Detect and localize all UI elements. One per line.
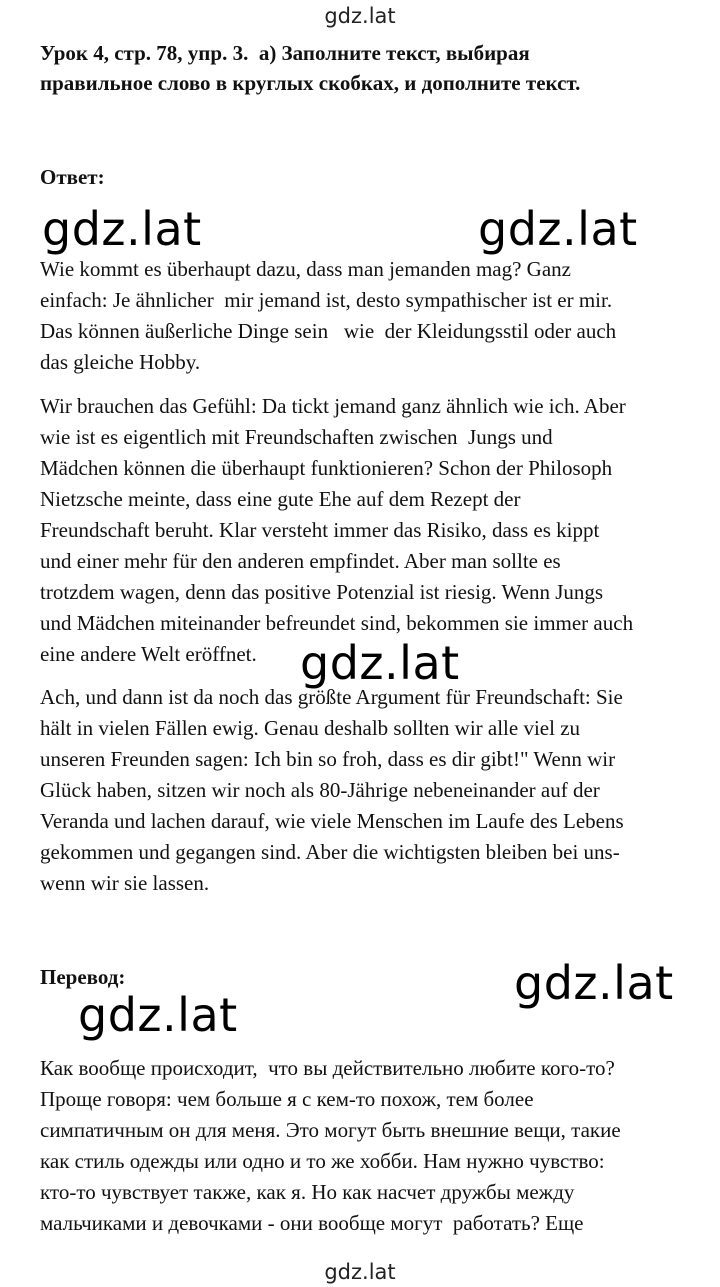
text-line: Ach, und dann ist da noch das größte Argument für Freundschaft: Sie	[40, 685, 623, 709]
text-line: einfach: Je ähnlicher mir jemand ist, desto sympathischer ist er mir.	[40, 288, 613, 312]
answer-paragraph-3	[40, 682, 705, 899]
text-line: Das können äußerliche Dinge sein wie der Kleidungsstil oder auch	[40, 319, 617, 343]
answer-paragraph-2	[40, 391, 705, 670]
text-line: Nietzsche meinte, dass eine gute Ehe auf dem Rezept der	[40, 487, 521, 511]
text-line: Wie kommt es überhaupt dazu, dass man jemanden mag? Ganz	[40, 257, 571, 281]
answer-label: Ответ:	[40, 165, 105, 189]
translation-paragraph	[40, 1053, 705, 1239]
text-line: unseren Freunden sagen: Ich bin so froh, dass es dir gibt!" Wenn wir	[40, 747, 616, 771]
watermark-bottom: gdz.lat	[324, 1260, 396, 1284]
text-line: Как вообще происходит, что вы действительно любите кого-то?	[40, 1056, 615, 1080]
task-heading	[40, 38, 700, 98]
watermark-large: gdz.lat	[514, 956, 674, 1010]
text-line: как стиль одежды или одно и то же хобби. Нам нужно чувство:	[40, 1149, 605, 1173]
text-line: Veranda und lachen darauf, wie viele Menschen im Laufe des Lebens	[40, 809, 624, 833]
watermark-large: gdz.lat	[300, 636, 460, 690]
text-line: trotzdem wagen, denn das positive Potenzial ist riesig. Wenn Jungs	[40, 580, 604, 604]
text-line: кто-то чувствует также, как я. Но как насчет дружбы между	[40, 1180, 575, 1204]
text-line: gekommen und gegangen sind. Aber die wichtigsten bleiben bei uns-	[40, 840, 620, 864]
task-line: Урок 4, стр. 78, упр. 3. a) Заполните текст, выбирая	[40, 41, 530, 65]
text-line: Freundschaft beruht. Klar versteht immer das Risiko, dass es kippt	[40, 518, 600, 542]
text-line: wenn wir sie lassen.	[40, 871, 210, 895]
text-line: hält in vielen Fällen ewig. Genau deshalb sollten wir alle viel zu	[40, 716, 581, 740]
text-line: das gleiche Hobby.	[40, 350, 201, 374]
text-line: und Mädchen miteinander befreundet sind, bekommen sie immer auch	[40, 611, 634, 635]
watermark-large: gdz.lat	[478, 202, 638, 256]
text-line: симпатичным он для меня. Это могут быть внешние вещи, такие	[40, 1118, 621, 1142]
text-line: eine andere Welt eröffnet.	[40, 642, 257, 666]
text-line: wie ist es eigentlich mit Freundschaften zwischen Jungs und	[40, 425, 553, 449]
watermark-top: gdz.lat	[324, 4, 396, 28]
text-line: Проще говоря: чем больше я с кем-то похож, тем более	[40, 1087, 534, 1111]
watermark-large: gdz.lat	[78, 988, 238, 1042]
text-line: Glück haben, sitzen wir noch als 80-Jährige nebeneinander auf der	[40, 778, 600, 802]
text-line: und einer mehr für den anderen empfindet. Aber man sollte es	[40, 549, 561, 573]
text-line: мальчиками и девочками - они вообще могут работать? Еще	[40, 1211, 584, 1235]
text-line: Wir brauchen das Gefühl: Da tickt jemand ganz ähnlich wie ich. Aber	[40, 394, 626, 418]
text-line: Mädchen können die überhaupt funktionieren? Schon der Philosoph	[40, 456, 613, 480]
translation-label: Перевод:	[40, 965, 126, 989]
task-line: правильное слово в круглых скобках, и дополните текст.	[40, 71, 581, 95]
watermark-large: gdz.lat	[42, 202, 202, 256]
answer-paragraph-1	[40, 254, 705, 378]
